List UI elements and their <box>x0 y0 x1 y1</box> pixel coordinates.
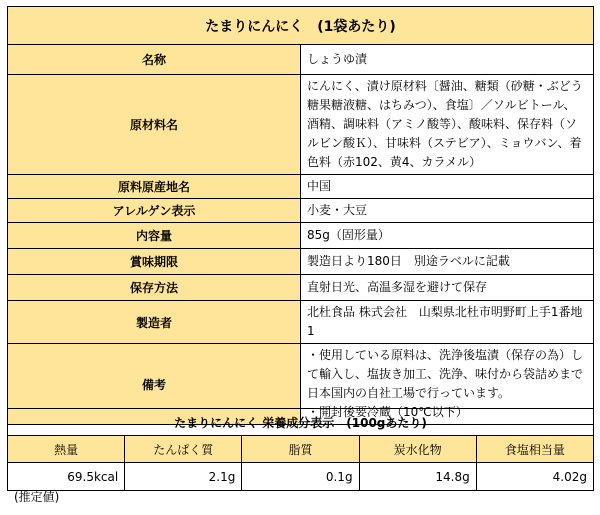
label-row-content <box>8 223 594 249</box>
label-value: 直射日光、高温多湿を避けて保存 <box>301 275 594 301</box>
estimate-footnote: (推定値) <box>14 490 60 504</box>
label-value: 製造日より180日 別途ラベルに記載 <box>301 249 594 275</box>
label-key: 内容量 <box>8 223 301 249</box>
label-key: 名称 <box>8 45 301 75</box>
label-value: 85g（固形量） <box>301 223 594 249</box>
label-row-allergen <box>8 199 594 223</box>
label-key: 賞味期限 <box>8 249 301 275</box>
label-key: 原料原産地名 <box>8 175 301 199</box>
label-row-storage <box>8 275 594 301</box>
nutrition-value: 2.1g <box>125 463 242 491</box>
nutrition-value: 69.5kcal <box>8 463 125 491</box>
nutrition-value: 0.1g <box>242 463 359 491</box>
label-row-name <box>8 45 594 75</box>
label-key: 備考 <box>8 344 301 425</box>
nutrition-table <box>7 408 594 491</box>
label-row-origin <box>8 175 594 199</box>
label-value: 北杜食品 株式会社 山梨県北杜市明野町上手1番地1 <box>301 301 594 344</box>
label-value: ・使用している原料は、洗浄後塩漬（保存の為）して輸入し、塩抜き加工、洗浄、味付から袋詰めまで日本国内の自社工場で行っています。 ・開封後要冷蔵（10℃以下） <box>301 344 594 425</box>
label-key: 保存方法 <box>8 275 301 301</box>
nutrition-value: 14.8g <box>359 463 476 491</box>
nutrition-header: 食塩相当量 <box>476 436 593 463</box>
label-key: アレルゲン表示 <box>8 199 301 223</box>
nutrition-header: たんぱく質 <box>125 436 242 463</box>
label-key: 製造者 <box>8 301 301 344</box>
nutrition-title: たまりにんにく 栄養成分表示 (100gあたり) <box>8 409 594 436</box>
label-value: 小麦・大豆 <box>301 199 594 223</box>
nutrition-header-row <box>8 436 594 463</box>
label-value: 中国 <box>301 175 594 199</box>
label-value: にんにく、漬け原材料〔醤油、糖類（砂糖・ぶどう糖果糖液糖、はちみつ）、食塩〕／ソルビトール、酒精、調味料（アミノ酸等）、酸味料、保存料（ソルビン酸Ｋ）、甘味料（ステビア）、ミョウバン、着色料（赤102、黄4、カラメル） <box>301 75 594 175</box>
label-row-best-before <box>8 249 594 275</box>
nutrition-value-row <box>8 463 594 491</box>
product-label-table <box>7 6 594 425</box>
label-key: 原材料名 <box>8 75 301 175</box>
label-row-manufacturer <box>8 301 594 344</box>
label-row-ingredients <box>8 75 594 175</box>
nutrition-header: 炭水化物 <box>359 436 476 463</box>
nutrition-header: 熱量 <box>8 436 125 463</box>
label-value: しょうゆ漬 <box>301 45 594 75</box>
nutrition-header: 脂質 <box>242 436 359 463</box>
label-title: たまりにんにく (1袋あたり) <box>8 7 594 45</box>
nutrition-value: 4.02g <box>476 463 593 491</box>
